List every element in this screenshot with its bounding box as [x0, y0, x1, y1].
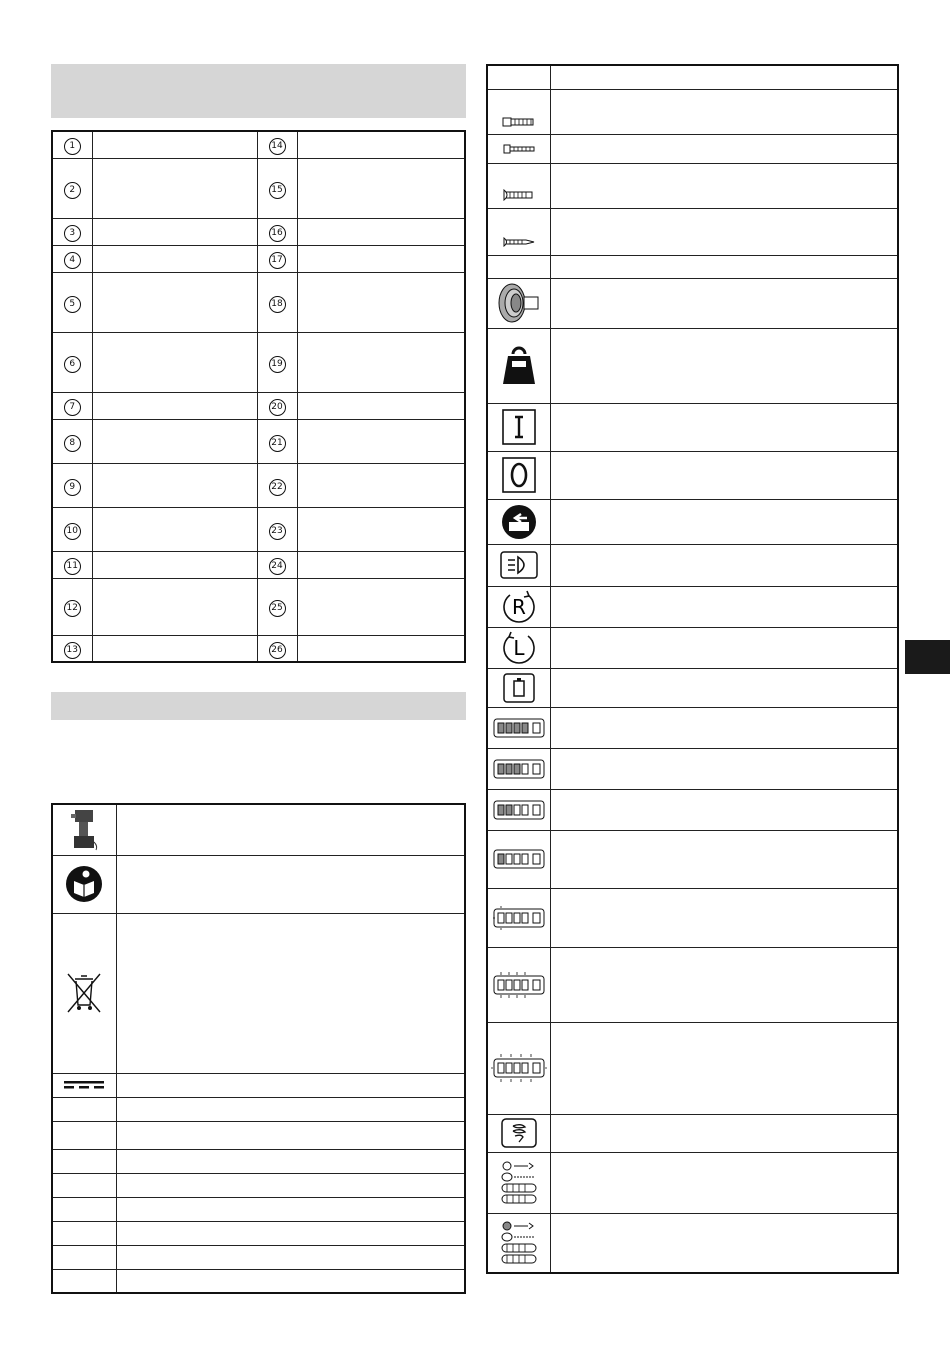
parts-row — [52, 392, 465, 419]
parts-row — [52, 419, 465, 463]
battery-level-3-icon — [487, 748, 550, 789]
battery-level-4-icon — [487, 707, 550, 748]
parts-row — [52, 218, 465, 245]
part-number: 2 — [64, 182, 81, 199]
parts-row — [52, 245, 465, 272]
bolt-icon — [487, 89, 550, 134]
light-icon — [487, 544, 550, 586]
tapping-screw-icon — [487, 208, 550, 255]
impact-driver-icon — [52, 804, 116, 855]
part-number: 11 — [64, 558, 81, 575]
parts-table — [51, 130, 466, 663]
parts-row — [52, 158, 465, 218]
battery-level-blink-1-icon — [487, 888, 550, 947]
part-number: 10 — [64, 523, 81, 540]
rotation-right-icon — [487, 586, 550, 627]
mode-select-icon — [487, 1152, 550, 1213]
part-number: 18 — [269, 296, 286, 313]
part-number: 15 — [269, 182, 286, 199]
svg-text:R: R — [511, 594, 526, 619]
direct-current-icon — [52, 1073, 116, 1097]
crossed-bin-icon — [52, 913, 116, 1073]
battery-level-2-icon — [487, 789, 550, 830]
battery-icon — [487, 668, 550, 707]
parts-row — [52, 131, 465, 158]
part-number: 7 — [64, 399, 81, 416]
parts-row — [52, 463, 465, 507]
part-number: 12 — [64, 600, 81, 617]
part-number: 6 — [64, 356, 81, 373]
socket-icon — [487, 278, 550, 328]
parts-row — [52, 578, 465, 635]
part-number: 5 — [64, 296, 81, 313]
battery-switch-icon — [487, 499, 550, 544]
part-number: 17 — [269, 252, 286, 269]
part-number: 21 — [269, 435, 286, 452]
section-heading-band-2 — [51, 692, 466, 720]
part-number: 20 — [269, 399, 286, 416]
part-number: 23 — [269, 523, 286, 540]
screw-icon — [487, 163, 550, 208]
mode-select-active-icon — [487, 1213, 550, 1273]
symbols-table-right — [486, 64, 899, 1274]
part-number: 3 — [64, 225, 81, 242]
power-on-icon — [487, 403, 550, 451]
battery-level-blink-all-icon — [487, 947, 550, 1022]
part-number: 14 — [269, 138, 286, 155]
read-manual-icon — [52, 855, 116, 913]
part-number: 25 — [269, 600, 286, 617]
part-number: 24 — [269, 558, 286, 575]
part-number: 4 — [64, 252, 81, 269]
battery-level-1-icon — [487, 830, 550, 888]
part-number: 1 — [64, 138, 81, 155]
section-heading-band — [51, 64, 466, 118]
part-number: 26 — [269, 642, 286, 659]
parts-row — [52, 272, 465, 332]
part-number: 16 — [269, 225, 286, 242]
parts-row — [52, 332, 465, 392]
part-number: 19 — [269, 356, 286, 373]
part-number: 8 — [64, 435, 81, 452]
weight-icon — [487, 328, 550, 403]
rotation-left-icon — [487, 627, 550, 668]
symbols-table-left — [51, 803, 466, 1294]
parts-row — [52, 507, 465, 551]
power-off-icon — [487, 451, 550, 499]
battery-level-blink-frame-icon — [487, 1022, 550, 1114]
part-number: 13 — [64, 642, 81, 659]
drill-mode-icon — [487, 1114, 550, 1152]
bolt-small-icon — [487, 134, 550, 163]
part-number: 9 — [64, 479, 81, 496]
part-number: 22 — [269, 479, 286, 496]
parts-row — [52, 551, 465, 578]
chapter-tab — [905, 640, 950, 674]
svg-text:L: L — [513, 635, 525, 660]
parts-row — [52, 635, 465, 662]
